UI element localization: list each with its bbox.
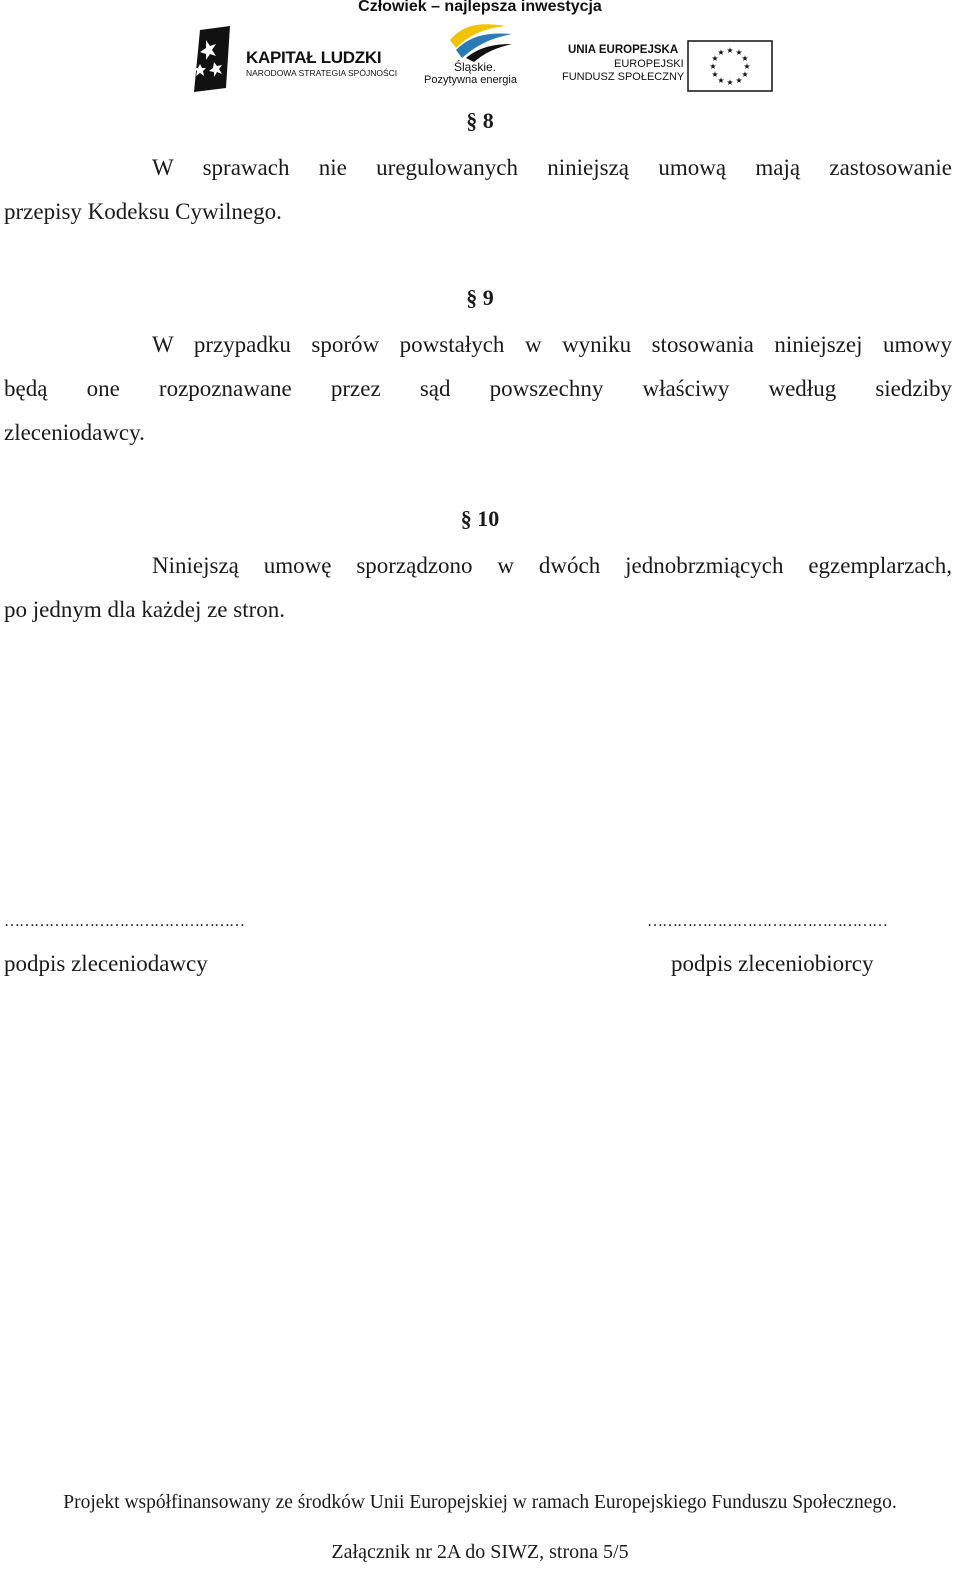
section-9-title: § 9 bbox=[466, 285, 494, 310]
kapital-ludzki-title: KAPITAŁ LUDZKI bbox=[246, 48, 382, 67]
svg-text:★: ★ bbox=[711, 54, 719, 63]
section-9-line1: W przypadku sporów powstałych w wyniku stosowania niniejszej umowy bbox=[152, 332, 952, 357]
signature-right-label: podpis zleceniobiorcy bbox=[671, 951, 874, 976]
svg-text:★: ★ bbox=[726, 78, 734, 87]
section-9-line2: będą one rozpoznawane przez sąd powszechny właściwy według siedziby bbox=[4, 376, 952, 401]
eu-line2: EUROPEJSKI bbox=[614, 58, 684, 70]
section-8-line2: przepisy Kodeksu Cywilnego. bbox=[4, 199, 282, 224]
eu-line1: UNIA EUROPEJSKA bbox=[568, 44, 679, 56]
slaskie-title: Śląskie. bbox=[454, 60, 497, 74]
kapital-ludzki-logo bbox=[192, 26, 398, 92]
eu-flag-icon bbox=[687, 40, 773, 92]
section-10-line1: Niniejszą umowę sporządzono w dwóch jednobrzmiących egzemplarzach, bbox=[152, 553, 952, 578]
eu-line3: FUNDUSZ SPOŁECZNY bbox=[562, 71, 685, 83]
header-tagline: Człowiek – najlepsza inwestycja bbox=[358, 0, 602, 15]
svg-text:★: ★ bbox=[717, 76, 725, 85]
footer-funding: Projekt współfinansowany ze środków Unii Europejskiej w ramach Europejskiego Funduszu Społecznego. bbox=[63, 1492, 897, 1513]
slaskie-subtitle: Pozytywna energia bbox=[424, 74, 517, 86]
eu-logo bbox=[560, 40, 776, 92]
svg-text:★: ★ bbox=[711, 70, 719, 79]
signature-right-dots: ………………………………………… bbox=[647, 913, 887, 930]
section-9-line3: zleceniodawcy. bbox=[4, 420, 145, 445]
svg-text:★: ★ bbox=[726, 46, 734, 55]
section-8-title: § 8 bbox=[466, 108, 494, 133]
section-8-line1: W sprawach nie uregulowanych niniejszą umową mają zastosowanie bbox=[152, 155, 952, 180]
svg-text:★: ★ bbox=[741, 54, 749, 63]
svg-text:★: ★ bbox=[743, 62, 751, 71]
section-10-title: § 10 bbox=[460, 506, 500, 531]
section-10-line2: po jednym dla każdej ze stron. bbox=[4, 597, 286, 622]
svg-text:★: ★ bbox=[741, 70, 749, 79]
svg-text:★: ★ bbox=[735, 48, 743, 57]
slaskie-waves-icon bbox=[446, 18, 516, 62]
footer-page: Załącznik nr 2A do SIWZ, strona 5/5 bbox=[331, 1541, 629, 1563]
signature-left-label: podpis zleceniodawcy bbox=[4, 951, 208, 976]
kapital-ludzki-emblem-icon bbox=[192, 26, 232, 92]
slaskie-logo bbox=[418, 18, 538, 88]
signature-left-dots: ………………………………………… bbox=[4, 913, 244, 930]
svg-text:★: ★ bbox=[735, 76, 743, 85]
svg-text:★: ★ bbox=[709, 62, 717, 71]
svg-text:★: ★ bbox=[717, 48, 725, 57]
kapital-ludzki-subtitle: NARODOWA STRATEGIA SPÓJNOŚCI bbox=[246, 68, 398, 78]
